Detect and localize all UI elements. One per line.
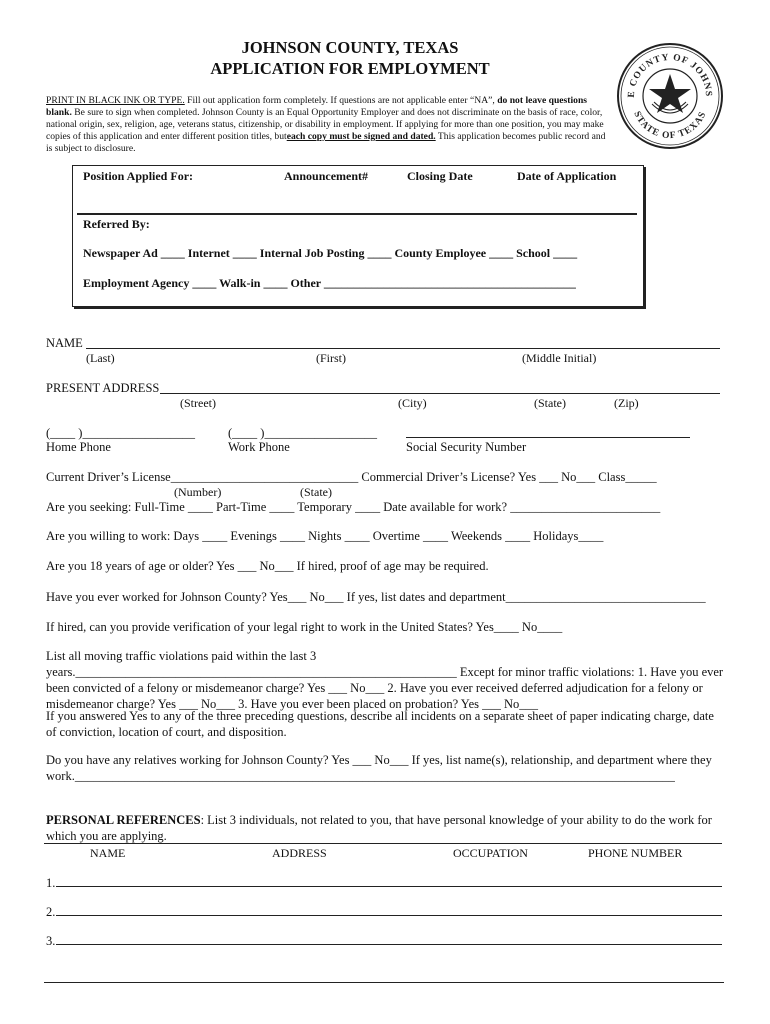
license-number-caption: (Number) — [174, 485, 222, 499]
willing-to-work-line[interactable]: Are you willing to work: Days ____ Evenings ____ Nights ____ Overtime ____ Weekends ____ Holidays____ — [46, 529, 604, 543]
age-question-line[interactable]: Are you 18 years of age or older? Yes ___ No___ If hired, proof of age may be required. — [46, 559, 489, 573]
instructions-paragraph: PRINT IN BLACK INK OR TYPE. Fill out application form completely. If questions are not applicable enter “NA”, do not leave questions blank. Be sure to sign when completed. Johnson County is an Equal Opportunity Employer and does not discriminate on the basis of race, color, national origin, sex, religion, age, veterans status, citizenship, or disability in employment. If applying for more than one position, you may make copies of this application and enter different position titles, buteach copy must be signed and dated. This application becomes public record and is subject to disclosure. — [46, 95, 606, 154]
references-heading: PERSONAL REFERENCES — [46, 813, 201, 827]
work-phone-caption: Work Phone — [228, 440, 290, 454]
name-label: NAME — [46, 336, 83, 350]
license-state-caption: (State) — [300, 485, 332, 499]
county-seal — [616, 42, 724, 150]
street-caption: (Street) — [180, 396, 216, 410]
page-title-line1: JOHNSON COUNTY, TEXAS — [241, 38, 459, 57]
position-applied-label: Position Applied For: — [83, 169, 194, 183]
seal-bottom-text: STATE OF TEXAS — [631, 110, 709, 142]
reference-row-number: 2. — [46, 905, 56, 919]
references-divider — [44, 843, 722, 844]
date-of-application-label: Date of Application — [517, 169, 617, 183]
references-intro: PERSONAL REFERENCES: List 3 individuals, not related to you, that have personal knowledge of your ability to do the work for which you are applying. — [46, 813, 712, 843]
relatives-paragraph[interactable]: Do you have any relatives working for Johnson County? Yes ___ No___ If yes, list name(s), relationship, and department where they work.________________________________________________________________________________________________ — [46, 753, 712, 783]
work-phone-field[interactable]: (____ )__________________ — [228, 426, 377, 440]
print-note: PRINT IN BLACK INK OR TYPE. — [46, 95, 185, 106]
home-phone-caption: Home Phone — [46, 440, 111, 454]
ssn-caption: Social Security Number — [406, 440, 527, 454]
ref-col-name: NAME — [90, 846, 126, 860]
first-name-caption: (First) — [316, 351, 346, 365]
page-bottom-rule — [44, 982, 724, 983]
closing-date-label: Closing Date — [407, 169, 473, 183]
work-verification-line[interactable]: If hired, can you provide verification of your legal right to work in the United States? Yes____ No____ — [46, 620, 563, 634]
worked-before-line[interactable]: Have you ever worked for Johnson County? Yes___ No___ If yes, list dates and department________________________________ — [46, 590, 706, 604]
page-title-line2: APPLICATION FOR EMPLOYMENT — [210, 59, 490, 78]
address-input-line[interactable] — [160, 393, 720, 394]
reference-row-number: 3. — [46, 934, 56, 948]
city-caption: (City) — [398, 396, 427, 410]
zip-caption: (Zip) — [614, 396, 639, 410]
seal-icon — [616, 42, 724, 150]
home-phone-field[interactable]: (____ )__________________ — [46, 426, 195, 440]
referral-options-line1[interactable]: Newspaper Ad ____ Internet ____ Internal Job Posting ____ County Employee ____ School ____ — [83, 246, 578, 260]
last-name-caption: (Last) — [86, 351, 115, 365]
state-caption: (State) — [534, 396, 566, 410]
position-input-line[interactable] — [77, 213, 637, 215]
ref-col-phone: PHONE NUMBER — [588, 846, 683, 860]
address-label: PRESENT ADDRESS — [46, 381, 160, 395]
ref-col-occupation: OCCUPATION — [453, 846, 528, 860]
incident-instructions-paragraph: If you answered Yes to any of the three preceding questions, describe all incidents on a separate sheet of paper indicating charge, date of conviction, location of court, and disposition. — [46, 709, 714, 739]
seal-top-text: E COUNTY OF JOHNS — [626, 52, 714, 98]
middle-initial-caption: (Middle Initial) — [522, 351, 597, 365]
seeking-line[interactable]: Are you seeking: Full-Time ____ Part-Time ____ Temporary ____ Date available for work? ________________________ — [46, 500, 661, 514]
ref-col-address: ADDRESS — [272, 846, 327, 860]
reference-row-number: 1. — [46, 876, 56, 890]
reference-row-1-line[interactable] — [56, 886, 722, 887]
name-input-line[interactable] — [86, 348, 720, 349]
ssn-input-line[interactable] — [406, 437, 690, 438]
traffic-violations-paragraph[interactable]: List all moving traffic violations paid within the last 3 years._____________________________________________________________ Except for minor traffic violations: 1. Have you ever been convicted of a felony or misdemeanor charge? Yes ___ No___ 2. Have you ever received deferred adjudication for a felony or misdemeanor charge? Yes ___ No___ 3. Have you ever been placed on probation? Yes ___ No___ — [46, 649, 724, 711]
drivers-license-line[interactable]: Current Driver’s License______________________________ Commercial Driver’s License? Yes ___ No___ Class_____ — [46, 470, 657, 484]
referral-options-line2[interactable]: Employment Agency ____ Walk-in ____ Other __________________________________________ — [83, 276, 576, 290]
referred-by-label: Referred By: — [83, 217, 150, 231]
reference-row-3-line[interactable] — [56, 944, 722, 945]
reference-row-2-line[interactable] — [56, 915, 722, 916]
announcement-label: Announcement# — [284, 169, 369, 183]
